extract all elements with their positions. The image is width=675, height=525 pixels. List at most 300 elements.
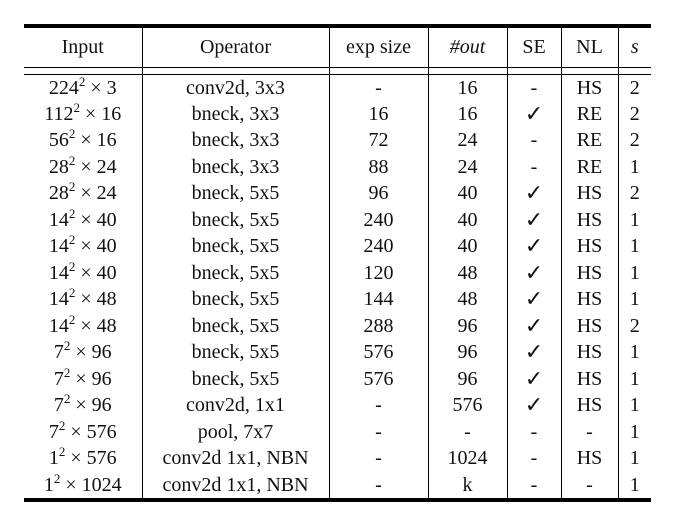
cell-exp-size-value: 144 (363, 288, 394, 311)
cell-operator (142, 101, 329, 128)
cell-out-value: 1024 (447, 447, 488, 470)
input-exponent: 2 (68, 232, 76, 248)
cell-se-value: ✓ (524, 286, 544, 312)
cell-out-value: 16 (457, 76, 478, 99)
cell-se (507, 74, 561, 101)
cell-s-value: 2 (629, 182, 640, 205)
cell-nl (561, 207, 618, 234)
input-spatial-size: 7 (53, 367, 64, 390)
cell-operator-value: bneck, 3x3 (191, 155, 280, 178)
cell-s-value: 1 (629, 155, 640, 178)
input-channels: 40 (96, 208, 117, 231)
multiply-symbol: × (80, 129, 92, 152)
header-operator: Operator (142, 26, 329, 67)
cell-operator-value: bneck, 5x5 (191, 261, 280, 284)
cell-operator (142, 472, 329, 500)
cell-input (24, 445, 142, 472)
input-exponent: 2 (63, 338, 71, 354)
multiply-symbol: × (80, 261, 92, 284)
input-spatial-size: 14 (48, 235, 69, 258)
cell-s-value: 1 (629, 208, 640, 231)
input-channels: 3 (106, 76, 117, 99)
cell-nl-value: HS (576, 261, 603, 284)
input-exponent: 2 (68, 179, 76, 195)
input-spatial-size: 14 (48, 314, 69, 337)
multiply-symbol: × (90, 76, 102, 99)
cell-out (428, 313, 507, 340)
input-exponent: 2 (68, 285, 76, 301)
cell-exp-size (329, 74, 428, 101)
cell-nl-value: HS (576, 341, 603, 364)
cell-se-value: ✓ (524, 365, 544, 391)
cell-se-value: - (530, 420, 538, 443)
cell-s-value: 1 (629, 420, 640, 443)
input-spatial-size: 1 (43, 473, 54, 496)
cell-out-value: - (464, 420, 471, 443)
cell-input (24, 472, 142, 500)
cell-exp-size-value: - (375, 473, 382, 496)
cell-operator (142, 286, 329, 313)
cell-input (24, 419, 142, 446)
architecture-table-container (24, 24, 651, 502)
input-channels: 16 (96, 129, 117, 152)
cell-nl-value: RE (576, 129, 603, 152)
header-se: SE (507, 26, 561, 67)
cell-input (24, 101, 142, 128)
cell-out-value: 48 (457, 261, 478, 284)
gap-cell (329, 67, 428, 74)
cell-se (507, 101, 561, 128)
table-row (24, 339, 651, 366)
input-exponent: 2 (68, 126, 76, 142)
cell-s (618, 366, 651, 393)
cell-operator-value: bneck, 5x5 (191, 182, 280, 205)
cell-s-value: 1 (629, 288, 640, 311)
cell-out-value: 24 (457, 155, 478, 178)
cell-s-value: 1 (629, 367, 640, 390)
cell-nl-value: HS (576, 235, 603, 258)
cell-se (507, 233, 561, 260)
table-row (24, 313, 651, 340)
input-channels: 40 (96, 261, 117, 284)
cell-exp-size-value: 240 (363, 235, 394, 258)
cell-out (428, 472, 507, 500)
cell-input (24, 313, 142, 340)
cell-out-value: 40 (457, 182, 478, 205)
cell-out-value: 24 (457, 129, 478, 152)
cell-operator-value: bneck, 5x5 (191, 367, 280, 390)
cell-out-value: 96 (457, 367, 478, 390)
cell-input (24, 260, 142, 287)
cell-s (618, 472, 651, 500)
cell-out (428, 286, 507, 313)
cell-operator-value: bneck, 5x5 (191, 314, 280, 337)
cell-nl (561, 127, 618, 154)
cell-operator (142, 392, 329, 419)
cell-out (428, 74, 507, 101)
table-row (24, 260, 651, 287)
cell-operator-value: bneck, 3x3 (191, 129, 280, 152)
input-channels: 16 (101, 102, 122, 125)
cell-operator-value: conv2d 1x1, NBN (162, 447, 309, 470)
cell-s-value: 1 (629, 394, 640, 417)
cell-exp-size-value: 288 (363, 314, 394, 337)
cell-exp-size (329, 233, 428, 260)
cell-se (507, 154, 561, 181)
cell-operator-value: bneck, 5x5 (191, 235, 280, 258)
header-nl: NL (561, 26, 618, 67)
cell-se-value: ✓ (524, 233, 544, 259)
cell-nl (561, 392, 618, 419)
multiply-symbol: × (80, 314, 92, 337)
cell-exp-size-value: 576 (363, 367, 394, 390)
cell-exp-size (329, 472, 428, 500)
cell-exp-size-value: - (375, 420, 382, 443)
cell-exp-size-value: - (375, 447, 382, 470)
header-s: s (618, 26, 651, 67)
cell-out (428, 366, 507, 393)
cell-nl (561, 180, 618, 207)
input-spatial-size: 7 (48, 420, 59, 443)
input-exponent: 2 (58, 444, 66, 460)
cell-exp-size (329, 313, 428, 340)
input-spatial-size: 7 (53, 394, 64, 417)
cell-s (618, 445, 651, 472)
gap-cell (618, 67, 651, 74)
cell-nl (561, 154, 618, 181)
input-spatial-size: 224 (48, 76, 79, 99)
cell-s-value: 1 (629, 473, 640, 496)
cell-input (24, 392, 142, 419)
cell-s (618, 207, 651, 234)
cell-exp-size-value: - (375, 394, 382, 417)
cell-se (507, 445, 561, 472)
cell-exp-size (329, 286, 428, 313)
cell-s (618, 154, 651, 181)
cell-s-value: 2 (629, 76, 640, 99)
cell-out (428, 180, 507, 207)
input-channels: 24 (96, 182, 117, 205)
cell-nl-value: - (586, 473, 593, 496)
cell-s (618, 180, 651, 207)
cell-operator (142, 207, 329, 234)
cell-operator (142, 339, 329, 366)
multiply-symbol: × (65, 473, 77, 496)
cell-exp-size (329, 207, 428, 234)
cell-operator-value: conv2d, 3x3 (186, 76, 285, 99)
cell-out-value: k (462, 473, 473, 496)
cell-operator (142, 419, 329, 446)
input-spatial-size: 112 (44, 102, 74, 125)
cell-nl (561, 260, 618, 287)
table-body (24, 67, 651, 500)
table-row (24, 366, 651, 393)
input-spatial-size: 28 (48, 155, 69, 178)
input-spatial-size: 1 (48, 447, 59, 470)
table-row (24, 74, 651, 101)
input-channels: 24 (96, 155, 117, 178)
table-row (24, 207, 651, 234)
cell-s (618, 392, 651, 419)
cell-s-value: 2 (629, 129, 640, 152)
cell-exp-size-value: 96 (368, 182, 389, 205)
cell-se-value: - (530, 155, 538, 178)
architecture-table (24, 24, 651, 502)
multiply-symbol: × (75, 341, 87, 364)
cell-out-value: 16 (457, 102, 478, 125)
cell-s-value: 2 (629, 314, 640, 337)
cell-exp-size (329, 392, 428, 419)
cell-se (507, 260, 561, 287)
input-spatial-size: 14 (48, 208, 69, 231)
cell-out-value: 48 (457, 288, 478, 311)
input-channels: 576 (86, 447, 117, 470)
cell-exp-size (329, 127, 428, 154)
cell-nl-value: HS (576, 394, 603, 417)
table-row (24, 154, 651, 181)
cell-se-value: ✓ (524, 392, 544, 418)
multiply-symbol: × (80, 155, 92, 178)
cell-exp-size (329, 366, 428, 393)
cell-operator-value: bneck, 5x5 (191, 288, 280, 311)
cell-out (428, 101, 507, 128)
cell-se-value: - (530, 473, 538, 496)
multiply-symbol: × (70, 447, 82, 470)
cell-se-value: ✓ (524, 259, 544, 285)
cell-nl (561, 233, 618, 260)
cell-out (428, 260, 507, 287)
cell-out (428, 339, 507, 366)
input-exponent: 2 (58, 417, 66, 433)
input-spatial-size: 56 (48, 129, 69, 152)
multiply-symbol: × (80, 235, 92, 258)
cell-se (507, 180, 561, 207)
cell-operator (142, 74, 329, 101)
input-exponent: 2 (68, 152, 76, 168)
cell-nl-value: HS (576, 182, 603, 205)
input-channels: 40 (96, 235, 117, 258)
cell-operator (142, 154, 329, 181)
input-channels: 48 (96, 314, 117, 337)
table-row (24, 286, 651, 313)
cell-nl-value: RE (576, 155, 603, 178)
cell-nl (561, 419, 618, 446)
cell-operator-value: conv2d 1x1, NBN (162, 473, 309, 496)
cell-s (618, 127, 651, 154)
header-gap-row (24, 67, 651, 74)
cell-input (24, 366, 142, 393)
cell-nl-value: HS (576, 288, 603, 311)
cell-s-value: 1 (629, 341, 640, 364)
cell-operator (142, 260, 329, 287)
cell-nl (561, 74, 618, 101)
cell-operator-value: bneck, 5x5 (191, 208, 280, 231)
cell-out-value: 40 (457, 208, 478, 231)
cell-s-value: 1 (629, 235, 640, 258)
cell-nl-value: RE (576, 102, 603, 125)
multiply-symbol: × (80, 208, 92, 231)
cell-s-value: 1 (629, 261, 640, 284)
cell-operator (142, 233, 329, 260)
cell-out-value: 40 (457, 235, 478, 258)
table-row (24, 419, 651, 446)
cell-exp-size (329, 445, 428, 472)
input-exponent: 2 (73, 99, 80, 115)
input-channels: 48 (96, 288, 117, 311)
cell-input (24, 154, 142, 181)
multiply-symbol: × (80, 182, 92, 205)
cell-exp-size-value: 88 (368, 155, 389, 178)
input-channels: 96 (91, 394, 112, 417)
cell-s-value: 1 (629, 447, 640, 470)
cell-input (24, 180, 142, 207)
cell-out (428, 419, 507, 446)
table-row (24, 445, 651, 472)
table-row (24, 472, 651, 500)
multiply-symbol: × (80, 288, 92, 311)
cell-nl-value: HS (576, 76, 603, 99)
input-exponent: 2 (63, 391, 71, 407)
multiply-symbol: × (84, 102, 97, 125)
cell-s (618, 74, 651, 101)
cell-se (507, 286, 561, 313)
cell-se-value: - (530, 76, 538, 99)
cell-input (24, 286, 142, 313)
cell-exp-size (329, 339, 428, 366)
cell-nl (561, 339, 618, 366)
header-exp-size: exp size (329, 26, 428, 67)
cell-operator (142, 366, 329, 393)
cell-out-value: 96 (457, 341, 478, 364)
cell-se-value: - (530, 129, 538, 152)
cell-nl-value: - (586, 420, 593, 443)
input-exponent: 2 (68, 258, 76, 274)
multiply-symbol: × (70, 420, 82, 443)
cell-exp-size-value: 72 (368, 129, 389, 152)
cell-out (428, 233, 507, 260)
cell-se (507, 313, 561, 340)
cell-se (507, 339, 561, 366)
gap-cell (507, 67, 561, 74)
input-channels: 96 (91, 341, 112, 364)
input-channels: 1024 (81, 473, 122, 496)
cell-out (428, 392, 507, 419)
cell-se (507, 207, 561, 234)
input-exponent: 2 (68, 311, 76, 327)
cell-se-value: ✓ (524, 100, 544, 126)
table-row (24, 233, 651, 260)
header-out: #out (428, 26, 507, 67)
cell-exp-size-value: 576 (363, 341, 394, 364)
cell-se-value: ✓ (524, 206, 544, 232)
gap-cell (428, 67, 507, 74)
cell-nl-value: HS (576, 208, 603, 231)
input-spatial-size: 28 (48, 182, 69, 205)
cell-out (428, 154, 507, 181)
cell-input (24, 233, 142, 260)
cell-input (24, 127, 142, 154)
table-row (24, 127, 651, 154)
header-row (24, 26, 651, 67)
cell-s (618, 286, 651, 313)
cell-s (618, 419, 651, 446)
cell-s (618, 339, 651, 366)
cell-se (507, 392, 561, 419)
cell-s-value: 2 (629, 102, 640, 125)
header-input: Input (24, 26, 142, 67)
cell-out-value: 96 (457, 314, 478, 337)
cell-nl-value: HS (576, 447, 603, 470)
cell-out (428, 127, 507, 154)
cell-out-value: 576 (452, 394, 483, 417)
cell-se (507, 366, 561, 393)
cell-operator-value: pool, 7x7 (197, 420, 274, 443)
cell-input (24, 74, 142, 101)
table-row (24, 392, 651, 419)
input-spatial-size: 14 (48, 288, 69, 311)
cell-s (618, 313, 651, 340)
input-spatial-size: 14 (48, 261, 69, 284)
cell-exp-size-value: - (375, 76, 382, 99)
input-exponent: 2 (63, 364, 71, 380)
cell-exp-size-value: 240 (363, 208, 394, 231)
input-spatial-size: 7 (53, 341, 64, 364)
cell-exp-size (329, 419, 428, 446)
cell-s (618, 101, 651, 128)
cell-exp-size-value: 120 (363, 261, 394, 284)
cell-operator-value: bneck, 5x5 (191, 341, 280, 364)
cell-se-value: ✓ (524, 339, 544, 365)
cell-nl (561, 472, 618, 500)
cell-nl (561, 445, 618, 472)
multiply-symbol: × (75, 367, 87, 390)
cell-se (507, 419, 561, 446)
cell-operator (142, 127, 329, 154)
cell-se (507, 127, 561, 154)
cell-operator (142, 313, 329, 340)
cell-nl (561, 366, 618, 393)
cell-s (618, 233, 651, 260)
cell-exp-size (329, 180, 428, 207)
cell-input (24, 207, 142, 234)
cell-exp-size (329, 101, 428, 128)
cell-se (507, 472, 561, 500)
cell-operator (142, 445, 329, 472)
input-exponent: 2 (78, 73, 86, 89)
input-exponent: 2 (53, 470, 61, 486)
cell-se-value: ✓ (524, 312, 544, 338)
cell-exp-size (329, 260, 428, 287)
table-row (24, 101, 651, 128)
cell-input (24, 339, 142, 366)
table-row (24, 180, 651, 207)
input-exponent: 2 (68, 205, 76, 221)
cell-exp-size-value: 16 (368, 102, 389, 125)
gap-cell (142, 67, 329, 74)
multiply-symbol: × (75, 394, 87, 417)
cell-nl (561, 101, 618, 128)
cell-se-value: ✓ (524, 180, 544, 206)
cell-out (428, 207, 507, 234)
cell-out (428, 445, 507, 472)
cell-operator-value: conv2d, 1x1 (186, 394, 285, 417)
cell-nl (561, 286, 618, 313)
cell-nl-value: HS (576, 367, 603, 390)
input-channels: 96 (91, 367, 112, 390)
input-channels: 576 (86, 420, 117, 443)
cell-operator-value: bneck, 3x3 (191, 102, 280, 125)
cell-exp-size (329, 154, 428, 181)
